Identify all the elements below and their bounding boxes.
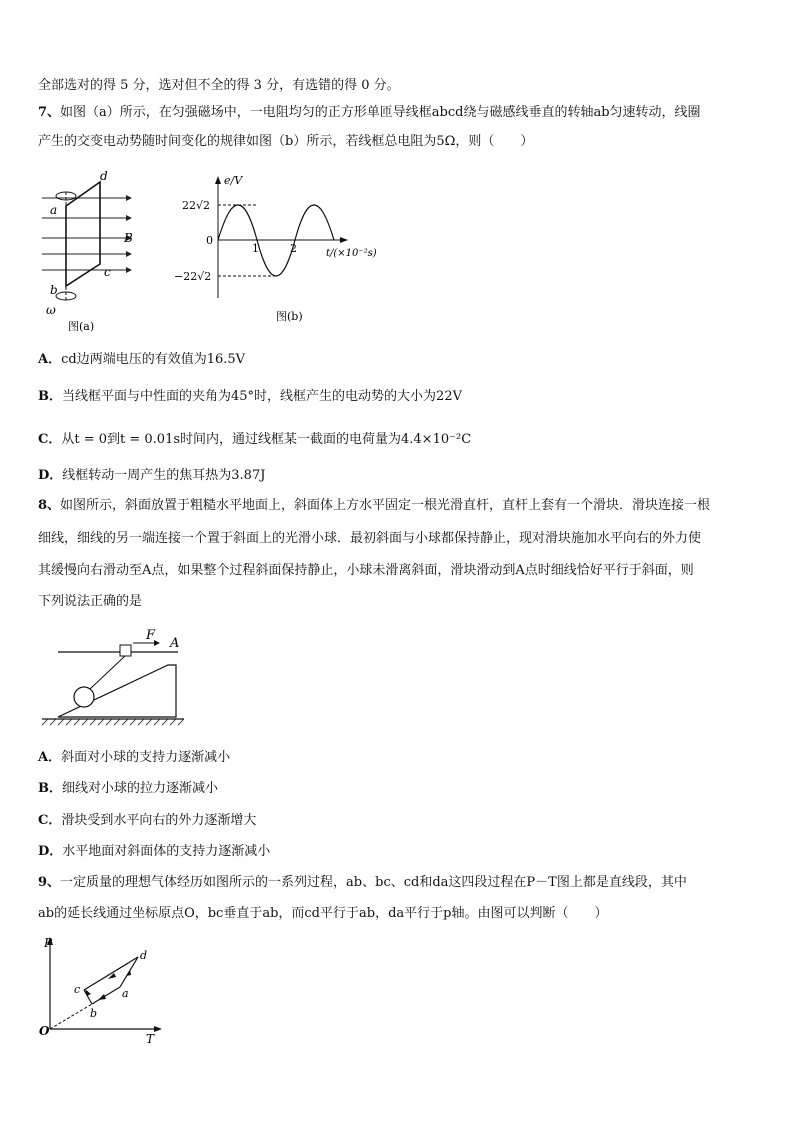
option-text: 滑块受到水平向右的外力逐渐增大 [61, 813, 257, 828]
q8-stem-line1 [38, 497, 710, 515]
fig8-label-A: A [170, 636, 180, 651]
q9-stem-line1 [38, 874, 687, 892]
q8-option-a[interactable] [38, 749, 230, 767]
option-label: D． [38, 468, 63, 483]
q8-stem-line4: 下列说法正确的是 [38, 594, 143, 609]
instruction-line: 全部选对的得 5 分，选对但不全的得 3 分，有选错的得 0 分。 [38, 78, 400, 93]
fig-a-label-d: d [100, 169, 108, 183]
fig9-label-O: O [39, 1024, 50, 1038]
q8-number: 8、 [38, 498, 61, 513]
option-label: A． [38, 352, 62, 367]
fig-a-label-B: B [124, 231, 133, 245]
option-label: B． [38, 781, 62, 796]
option-text: 细线对小球的拉力逐渐减小 [62, 781, 219, 796]
q8-option-c[interactable] [38, 812, 256, 830]
fig-b-xlabel: t/(×10⁻²s) [326, 248, 377, 259]
fig-b-origin: 0 [206, 234, 213, 247]
fig9-label-a: a [122, 987, 129, 1000]
fig-b-ymin: −22√2 [174, 270, 212, 283]
q8-stem-line2: 细线，细线的另一端连接一个置于斜面上的光滑小球．最初斜面与小球都保持静止，现对滑块施加水平向右的外力使 [38, 531, 702, 546]
fig-a-label-b: b [50, 283, 58, 297]
fig-a-caption: 图(a) [68, 320, 95, 333]
option-text: 线框转动一周产生的焦耳热为3.87J [62, 468, 266, 483]
option-text: 斜面对小球的支持力逐渐减小 [61, 750, 231, 765]
q7-option-a[interactable] [38, 351, 245, 369]
q7-stem-text1: 如图（a）所示，在匀强磁场中，一电阻均匀的正方形单匝导线框abcd绕与磁感线垂直的转轴ab匀速转动，线圈 [60, 105, 701, 120]
q7-option-c[interactable] [38, 431, 471, 449]
fig-a-label-a: a [50, 203, 58, 217]
fig-a-label-c: c [104, 265, 111, 279]
option-label: D． [38, 844, 63, 859]
q7-figure-b [160, 170, 410, 330]
q9-figure [36, 933, 166, 1045]
fig-b-ymax: 22√2 [182, 199, 211, 212]
q9-number: 9、 [38, 875, 61, 890]
q7-figure-a [38, 168, 138, 336]
fig9-label-b: b [90, 1007, 98, 1020]
fig-b-caption: 图(b) [276, 310, 303, 323]
q8-figure [38, 625, 188, 730]
option-label: B． [38, 389, 62, 404]
option-text: 从t = 0到t = 0.01s时间内，通过线框某一截面的电荷量为4.4×10⁻²C [61, 432, 472, 447]
q7-stem-line1 [38, 104, 701, 122]
q8-option-d[interactable] [38, 843, 270, 861]
fig-b-ylabel: e/V [224, 174, 243, 187]
q8-stem-text1: 如图所示，斜面放置于粗糙水平地面上，斜面体上方水平固定一根光滑直杆，直杆上套有一个滑块．滑块连接一根 [60, 498, 711, 513]
q9-stem-text1: 一定质量的理想气体经历如图所示的一系列过程，ab、bc、cd和da这四段过程在P－T图上都是直线段，其中 [60, 875, 687, 890]
fig-b-x1: 1 [252, 242, 259, 255]
fig-b-x2: 2 [290, 242, 297, 255]
q7-stem-line2: 产生的交变电动势随时间变化的规律如图（b）所示，若线框总电阻为5Ω，则（ ） [38, 134, 534, 149]
option-text: cd边两端电压的有效值为16.5V [61, 352, 246, 367]
q8-stem-line3: 其缓慢向右滑动至A点，如果整个过程斜面保持静止，小球未滑离斜面，滑块滑动到A点时细线恰好平行于斜面，则 [38, 563, 694, 578]
fig9-label-c: c [74, 983, 81, 996]
option-label: A． [38, 750, 62, 765]
fig9-label-P: P [44, 936, 53, 950]
option-text: 当线框平面与中性面的夹角为45°时，线框产生的电动势的大小为22V [62, 389, 462, 404]
option-label: C． [38, 813, 62, 828]
fig-a-label-omega: ω [46, 303, 56, 317]
q7-number: 7、 [38, 105, 61, 120]
option-text: 水平地面对斜面体的支持力逐渐减小 [62, 844, 271, 859]
q8-option-b[interactable] [38, 780, 218, 798]
q9-stem-line2: ab的延长线通过坐标原点O，bc垂直于ab，而cd平行于ab，da平行于p轴。由图可以判断（ ） [38, 906, 608, 921]
fig9-label-T: T [146, 1032, 155, 1045]
q7-option-d[interactable] [38, 467, 265, 485]
q7-option-b[interactable] [38, 388, 462, 406]
option-label: C． [38, 432, 62, 447]
fig8-label-F: F [146, 628, 156, 643]
fig9-label-d: d [140, 949, 148, 962]
